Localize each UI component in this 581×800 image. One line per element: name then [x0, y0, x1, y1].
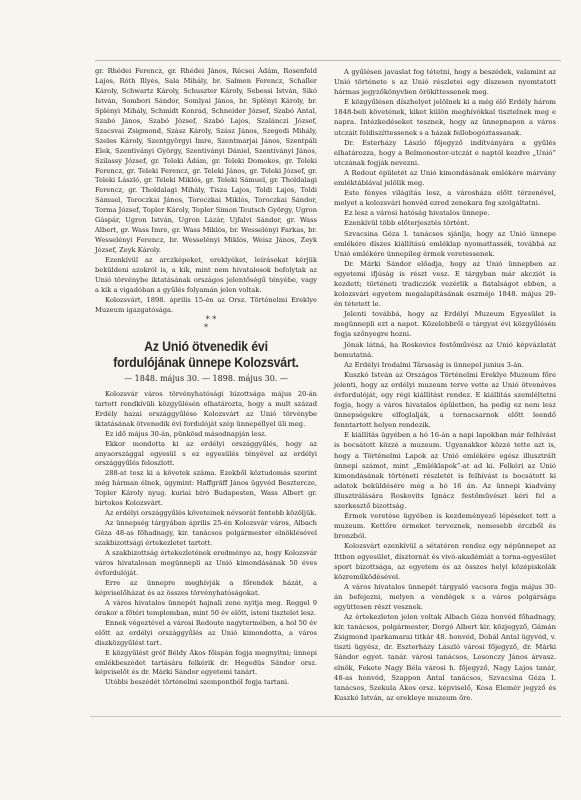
paragraph: Ez idő május 30-án, pünkösd másodnapján lesz. [105, 429, 267, 438]
paragraph: Ezenkívül az arczképeket, ereklyéket, leírásokat kérjük beküldeni azokról is, a kik, mint nem hivatalosok befolytak az Unió törvénybe iktatásának országos jelentőségű tényébe, vagy a kik a vigadóban a gyűlés folyamán jelen voltak. [95, 256, 317, 294]
paragraph: Erre az ünnepre meghívják a főrendek házát, a képviselőházat és az összes törvényhatóságokat. [95, 578, 317, 597]
paragraph: Az ünnepség tárgyában április 25-én Kolozsvár város, Albach Géza 48-as főhadnagy, kir. tanácsos polgármester elnöklésével szakbizottsági értekezletet tartott. [95, 519, 317, 548]
paragraph: E közgyűlést gróf Béldy Ákos főispán fogja megnyitni; ünnepi emlékbeszédet tartására felkérik dr. Hegedüs Sándor orsz. képviselőt és dr. Márki Sándor egyetemi tanárt. [95, 648, 317, 677]
right-column [334, 67, 556, 703]
paragraph: Kolozsvár város törvényhatósági bizottsága május 20-án tartott rendkívüli közgyűlésén elhatározta, hogy a mult század Erdély hazai országgyűlése Kolozsvárt az Unió törvénybe iktatásának ötvenedik évi fordulóját szép ünnepéllyel üli meg. [95, 389, 317, 428]
paragraph: Az Erdélyi Irodalmi Társaság is ünnepel junius 3-án. [344, 360, 524, 369]
paragraph: Az értekezleten jelen voltak Albach Géza honvéd főhadnagy, kir. tanácsos, polgármester, Dorgó Albert kir. közjegyző, Gámán Zsigmond iparkamarai titkár 48. honvéd, Dobál Antal ügyvéd, v. tiszti ügyész, dr. Eszterházy László városi főjegyző, dr. Márki Sándor egyet. tanár. városi tanácsos, Losonczy János árvasz. elnök, Fekete Nagy Béla városi h. főjegyző, Nagy Lajos tanár, 48-as honvéd, Szappon Antal tanácsos, Szvacsina Géza I. tanácsos, Szekula Ákos orsz. képviselő, Kosa Elemér jegyző és Kuszkó István, az erekleye muzeum őre. [334, 613, 556, 702]
paragraph: Ekkor mondotta ki az erdélyi országgyűlés, hogy az anyaországgal egyesül s ez egyesülés tényével az erdélyi országgyűlés feloszlott. [95, 439, 317, 468]
paragraph: A Redout épületét az Unió kimondásának emlékére márvány emléktáblával jelölik meg. [334, 168, 556, 188]
paragraph: Este fényes világítás lesz, a városháza előtt térzenével, melyet a kolozsvári honvéd ezred zenekara fog szolgáltatni. [334, 189, 556, 208]
paragraph: 288-at tesz ki a követek száma. Ezekből köztudomás szerint még hárman élnek, úgymint: Haffgräff János ügyvéd Besztercze, Topler Károly nyug. kuriai bíró Budapesten, Wass Albert gr. birtokos Kolozsvárt. [95, 469, 317, 508]
paragraph: Az erdélyi országgyűlés követeinek névsorát fentebb közöljük. [105, 509, 317, 518]
left-column [95, 67, 317, 688]
paragraph: Érmek veretése ügyében is kezdeményező lépéseket tett a muzeum. Kettőre érmeket terveznek, nemesebb érczből és bronzból. [334, 512, 556, 541]
paragraph: Utóbbi beszédét történelmi szempontból fogja tartani. [105, 678, 290, 687]
paragraph: Jelenti továbbá, hogy az Erdélyi Muzeum Egyesület is megünnepli ezt a napot. Közelebbről e tárgyat évi közgyűlésén fogja szőnyegre hozni. [334, 310, 556, 339]
paragraph: Ez lesz a városi hatóság hivatalos ünnepe. [344, 209, 490, 218]
paragraph: Szvacsina Géza I. tanácsos sjánlja, hogy az Unió ünnepe emlékére díszes kiállítású emléklap nyomattassék, továbbá az Unió emlékére ünnepileg érmek veretessenek. [334, 229, 556, 258]
article-title: Az Unió ötvenedik évi fordulójának ünnepe Kolozsvárt. [113, 337, 299, 370]
paragraph: Dr. Márki Sándor előadja, hogy az Unió ünnepben az egyetemi ifjúság is részt vesz. E tárgyban már akcziót is kezdett; történeti tradicziók vezérlik a fiatalságot ebben, a kolozsvári egyetem megalapításának eszméje 1848. május 29-én tétetett le. [334, 259, 556, 309]
paragraph: A város hivatalos ünnepét tárgyaló vacsora fogja május 30-án befejezni, melyen a vendégek s a város polgársága együttesen részt vesznek. [334, 582, 556, 611]
paragraph: E kiállítás ügyében a hó 16-án a napi lapokban már felhívást is bocsátott közzé a muzeum. Ugyanakkor közzé tette azt is, hogy a Történelmi Lapok az Unió emlékére egész illusztrált ünnepi számot, mint „Emléklapok”-at ad ki. Felkéri az Unió kimondásának történeti részletét is felhívást is bocsátott ki adatok beküldésére még a hó 16 án. Az ünnepi kiadvány illusztrálására Roskovits Ignácz festőművészt kéri fel a szerkesztő bizottság. [334, 431, 556, 511]
paragraph: Jónak látná, ha Roskovics festőművész az Unió képvázlatát bemutatná. [334, 340, 556, 359]
paragraph: A gyűlésen javaslat fog tétetni, hogy a beszédek, valamint az Unió története s az Unió részletei egy díszesen nyomtatott hármas jegyzőkönyvben örökíttessenek meg. [334, 68, 556, 97]
signature-paragraph: Kolozsvárt, 1898. április 15-én az Orsz. Történelmi Ereklye Muzeum igazgatósága. [95, 295, 317, 314]
top-rule [95, 60, 561, 61]
paragraph: Dr. Esterházy László főjegyző indítványára a gyűlés elhatározza, hogy a Belmonostor-utczát e naptól kezdve „Unió” utczának fogják nevezni. [334, 138, 556, 167]
paragraph: A város hivatalos ünnepét hajnali zene nyitja meg. Reggel 9 órakor a főtéri templomban, mint 50 év előtt, isteni tisztelet lesz. [95, 598, 317, 617]
paragraph: E közgyűlésen díszhelyet jelölnek ki a még élő Erdély három 1848-beli követének, kiket külön meghívókkal tisztelnek meg e napra. Intézkedéseket tesznek, hogy az ünnepnapon a város utczáit feldiszíttessenek s a házak fellobogóztassanak. [334, 98, 556, 137]
paragraph: Kolozsvárt ezenkívül a sétatéren rendez egy népünnepet az Ittbon egyesület, dísztornát és vivó-akadémiát a torna-egyesület sport bizottsága, az egyetem és az összes helyi középiskolák közreműködésével. [334, 542, 556, 581]
dateline: — 1848. május 30. — 1898. május 30. — [124, 373, 288, 383]
delegate-names-list: gr. Rhédei Ferencz, gr. Rhédei János, Récsei Ádám, Rosenfeld Lajos, Róth Illyés, Sala Mihály, br. Salmen Ferencz, Schaller Károly, Schwartz Károly, Schuszter Károly, Sebessi István, Sikó István, Sombori Sándor, Somlyai János, br. Splényi Károly, br. Splényi Mihály, Schmidt Konrád, Schneider József, Szabó Antal, Szabó János, Szabó József, Szabó Lajos, Szalánczi József, Szacsvai Zsigmond, Szász Károly, Szász János, Szegedi Mihály, Szeles Károly, Szentgyörgyi Imre, Szentmarjai János, Szentpáli Elek, Szentiványi György, Szentiványi Dániel, Szentiványi János, Szilassy József, gr. Teleki Ádám, gr. Teleki Domokos, gr. Teleki Ferencz, gr. Teleki Ferencz, gr. Teleki János, gr. Teleki József, gr. Teleki László, gr. Teleki Miklós, gr. Teleki Sámuel, gr. Tholdalagi Ferencz, gr. Tholdalagi Mihály, Tisza Lajos, Toldi Lajos, Toldi Sámuel, Toroczkai János, Toroczkai Miklós, Toroczkai Sándor, Torma József, Topler Károly, Topler Simon Teutsch György, Ugron Gáspár, Ugron István, Ugron Lázár, Ujfalvi Sándor, gr. Wass Albert, gr. Wass Imre, gr. Wass Miklós, br. Wesselényi Farkas, br. Wesselényi Ferencz, br. Wesselényi Miklós, Weisz János, Zeyk József, Zeyk Károly. [95, 67, 317, 255]
paragraph: Ezenkívül több előterjesztés történt. [344, 219, 470, 228]
paragraph: A szakbizottság értekezletének eredménye az, hogy Kolozsvár város hivatalosan megünnepli az Unió kimondásának 50 éves évfordulóját. [95, 549, 317, 577]
stars-separator: * * * [204, 314, 217, 332]
paragraph: Kuszkó István az Országos Történelmi Ereklye Muzeum főre jelenti, hogy az erdélyi muzeum terve vette az Unió ötvenéves évfordulóját, egy régi kiállítást rendez. E kiállítás szemléltetni fogja, hogy a város hivatalos épületben, ha pedig ez nem lesz ünnepségekre elfoglalják, a tornacsarnok előtt leendő fenntartott helyen rendezik. [334, 370, 556, 430]
paragraph: Ennek végeztével a városi Redoute nagytermében, a hol 50 év előtt az erdélyi országgyűlés az Unió kimondotta, a város díszközgyűlést tart. [95, 618, 317, 647]
bottom-rule [90, 716, 561, 717]
